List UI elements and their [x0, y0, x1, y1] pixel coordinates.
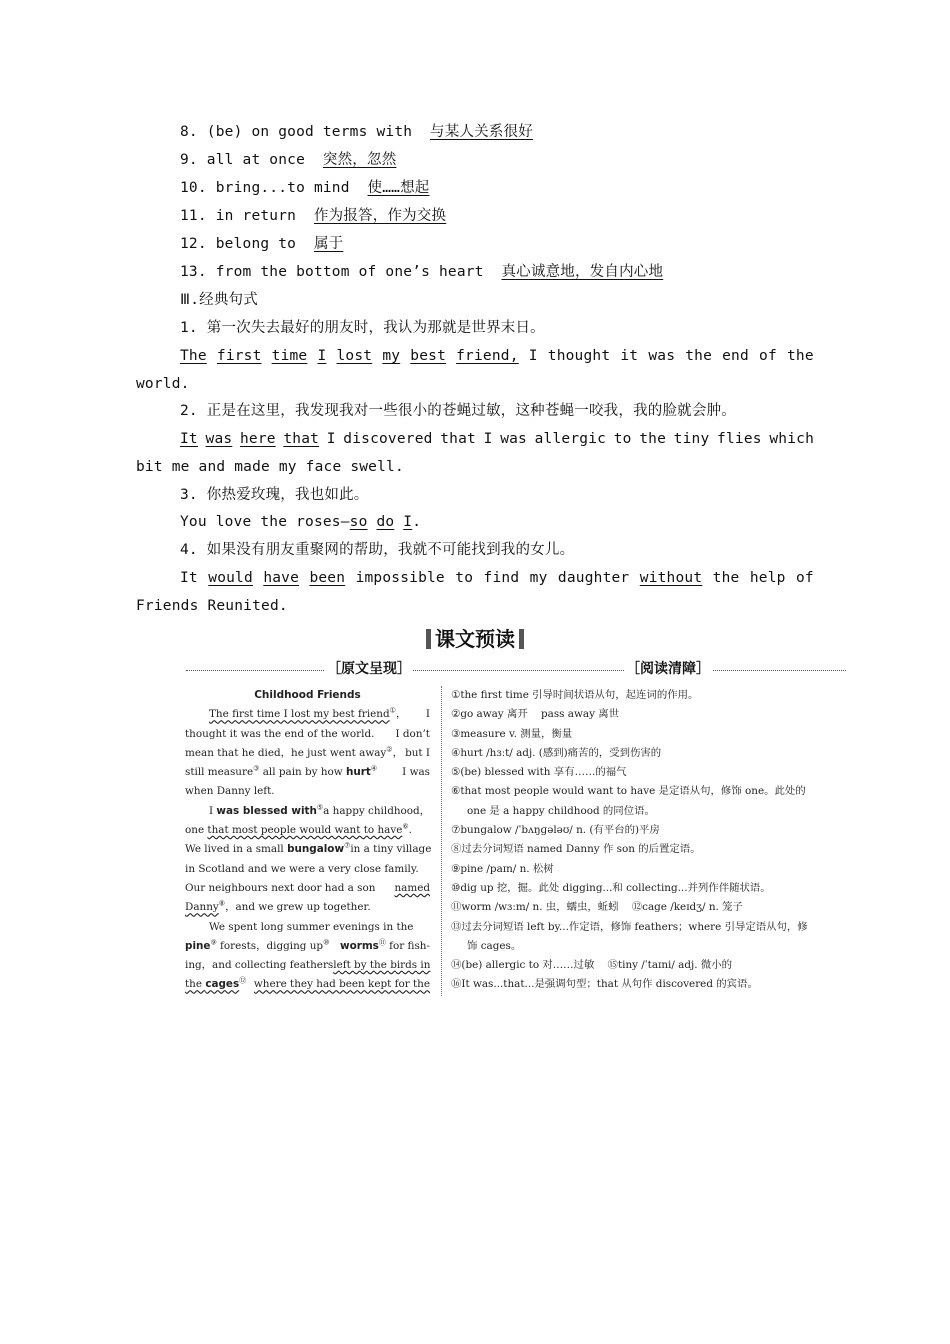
phrase-item: 8. (be) on good terms with 与某人关系很好: [180, 124, 533, 140]
passage-line: ing，and collecting feathers left by the birds in: [185, 959, 431, 972]
title-bar-right: [519, 629, 524, 649]
passage-line: Our neighbours next door had a son named: [185, 881, 430, 894]
phrase-item: 12. belong to 属于: [180, 236, 344, 252]
phrase-item: 9. all at once 突然，忽然: [180, 152, 397, 168]
passage-line: We spent long summer evenings in the: [209, 920, 414, 933]
sentence-zh: 2. 正是在这里，我发现我对一些很小的苍蝇过敏，这种苍蝇一咬我，我的脸就会肿。: [180, 403, 736, 419]
note-item: ②go away 离开 pass away 离世: [451, 708, 620, 721]
original-passage: [185, 686, 430, 995]
vocabulary-notes: [451, 686, 851, 995]
title-bar-left: [426, 629, 431, 649]
sentence-zh: 4. 如果没有朋友重聚网的帮助，我就不可能找到我的女儿。: [180, 542, 575, 558]
passage-line: thought it was the end of the world. I don’t: [185, 727, 430, 740]
sentence-en-cont: world.: [136, 376, 190, 392]
sentence-en-cont: Friends Reunited.: [136, 598, 288, 614]
sentence-zh: 1. 第一次失去最好的朋友时，我认为那就是世界末日。: [180, 320, 545, 336]
sentence-en: It was here that I discovered that I was allergic to the tiny flies which: [180, 431, 814, 447]
note-item: ⑨pine /paɪn/ n. 松树: [451, 862, 554, 875]
passage-line: still measure③ all pain by how hurt④ I was: [185, 764, 430, 779]
note-item: ⑥that most people would want to have 是定语从句，修饰 one。此处的: [451, 785, 806, 798]
dotted-rule: [186, 670, 846, 671]
note-item: ⑪worm /wɜːm/ n. 虫，蠕虫，蚯蚓 ⑫cage /keɪdʒ/ n. 笼子: [451, 901, 743, 914]
note-item: ⑩dig up 挖，掘。此处 digging...和 collecting...并列作伴随状语。: [451, 881, 771, 894]
section-heading: Ⅲ.经典句式: [180, 292, 258, 308]
passage-line: mean that he died，he just went away②， but I: [185, 745, 430, 759]
phrase-item: 11. in return 作为报答，作为交换: [180, 208, 447, 224]
note-item: ⑬过去分词短语 left by...作定语，修饰 feathers；where 引导定语从句，修: [451, 920, 808, 933]
sentence-en-cont: bit me and made my face swell.: [136, 459, 404, 475]
section-title: 课文预读: [0, 626, 950, 652]
note-item: ⑧过去分词短语 named Danny 作 son 的后置定语。: [451, 843, 701, 856]
passage-line: in Scotland and we were a very close family.: [185, 862, 419, 875]
note-item-cont: one 是 a happy childhood 的同位语。: [467, 804, 655, 817]
phrase-item: 13. from the bottom of one’s heart 真心诚意地，发自内心地: [180, 264, 664, 280]
note-item: ③measure v. 测量，衡量: [451, 727, 573, 740]
sentence-zh: 3. 你热爱玫瑰，我也如此。: [180, 487, 369, 503]
sentence-en: It would have been impossible to find my daughter without the help of: [180, 570, 814, 586]
note-item: ①the first time 引导时间状语从句，起连词的作用。: [451, 689, 699, 701]
note-item: ⑦bungalow /ˈbʌŋɡələʊ/ n. (有平台的)平房: [451, 824, 660, 837]
passage-line: I was blessed with⑤ a happy childhood，: [209, 803, 431, 817]
phrase-item: 10. bring...to mind 使……想起: [180, 180, 430, 196]
passage-line: one that most people would want to have⑥.: [185, 822, 412, 837]
passage-line: the cages⑫ where they had been kept for the: [185, 976, 430, 991]
column-divider: [441, 686, 442, 996]
sentence-en: The first time I lost my best friend, I thought it was the end of the: [180, 348, 814, 364]
note-item: ⑤(be) blessed with 享有……的福气: [451, 766, 627, 779]
column-heading-notes: ［阅读清障］: [626, 661, 710, 677]
note-item: ⑯It was...that...是强调句型；that 从句作 discovered 的宾语。: [451, 978, 758, 991]
note-item-cont: 饰 cages。: [467, 939, 522, 952]
passage-line: We lived in a small bungalow⑦ in a tiny village: [185, 841, 432, 856]
passage-title: Childhood Friends: [254, 689, 361, 701]
column-heading-original: ［原文呈现］: [327, 661, 411, 677]
passage-line: The first time I lost my best friend①， I: [209, 706, 430, 721]
passage-line: pine⑨ forests，digging up⑩ worms⑪ for fish-: [185, 938, 430, 952]
note-item: ④hurt /hɜːt/ adj. (感到)痛苦的，受到伤害的: [451, 746, 662, 759]
note-item: ⑭(be) allergic to 对……过敏 ⑮tiny /ˈtaɪni/ adj. 微小的: [451, 959, 733, 972]
passage-line: Danny⑧，and we grew up together.: [185, 899, 371, 914]
passage-line: when Danny left.: [185, 785, 275, 798]
sentence-en: You love the roses—so do I.: [180, 514, 422, 530]
